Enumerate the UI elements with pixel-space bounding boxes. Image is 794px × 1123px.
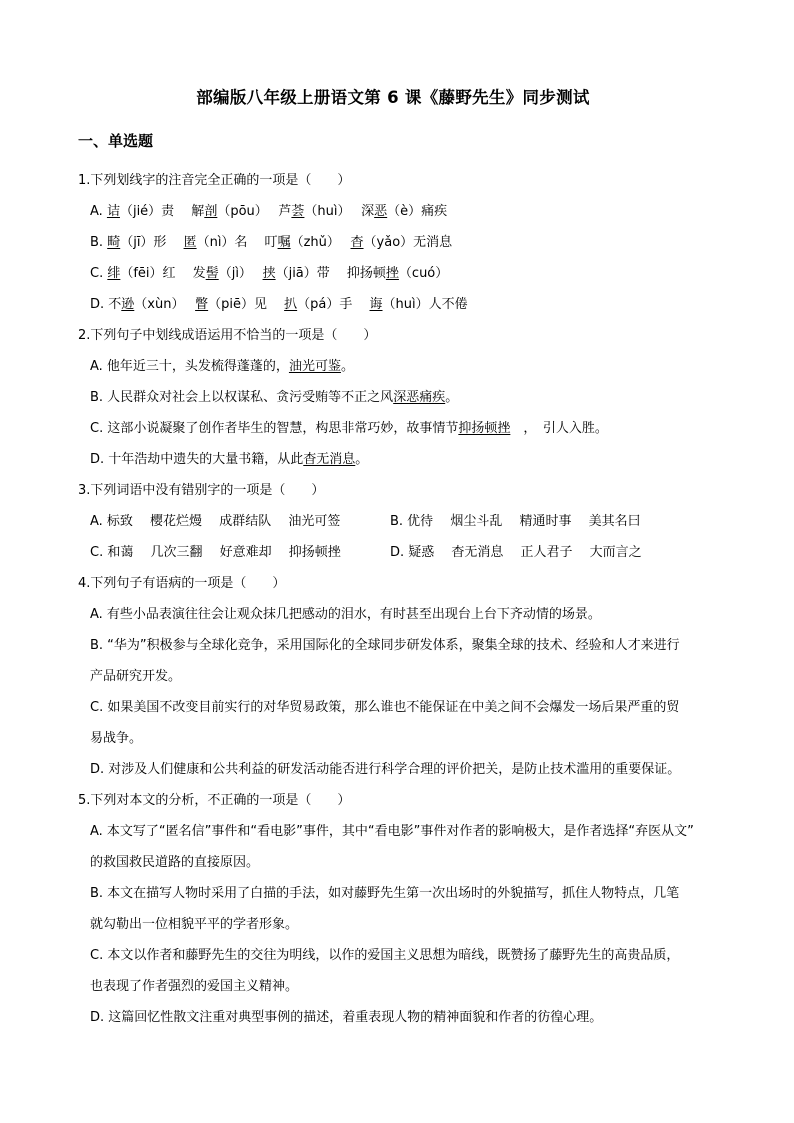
question-3-option-d[interactable]: D. 疑惑 杳无消息 正人君子 大而言之 (390, 545, 642, 560)
option-text: （pōu） 芦 (217, 204, 292, 219)
question-1-option-a[interactable] (78, 196, 708, 227)
underlined-char: 杳 (350, 235, 364, 250)
underlined-char: 绯 (107, 266, 121, 281)
option-text: D. 不 (90, 297, 122, 312)
option-text: （huì） 深 (304, 204, 375, 219)
underlined-char: 剖 (204, 204, 218, 219)
question-4-option-c[interactable]: C. 如果美国不改变目前实行的对华贸易政策，那么谁也不能保证在中美之间不会爆发一场后果严重的贸 (90, 700, 680, 715)
option-text: B. 人民群众对社会上以权谋私、贪污受贿等不正之风 (90, 390, 394, 405)
option-text: ， 引人入胜。 (510, 421, 608, 436)
underlined-char: 挟 (262, 266, 276, 281)
underlined-char: 嘱 (277, 235, 291, 250)
question-4-option-d[interactable]: D. 对涉及人们健康和公共利益的研发活动能否进行科学合理的评价把关，是防止技术滥用的重要保证。 (90, 762, 681, 777)
option-text: （yǎo）无消息 (363, 235, 453, 250)
option-text: A. 他年近三十，头发梳得蓬蓬的， (90, 359, 289, 374)
option-text: A. (90, 204, 107, 219)
option-text: （xùn） (134, 297, 196, 312)
question-3-options-row-1 (78, 506, 708, 537)
section-heading: 一、单选题 (78, 132, 154, 150)
underlined-idiom: 油光可鉴 (288, 359, 341, 374)
option-text: 。 (340, 359, 354, 374)
option-text: （jiā）带 抑扬顿 (275, 266, 386, 281)
question-3-option-a[interactable]: A. 标致 樱花烂熳 成群结队 油光可签 (90, 514, 341, 529)
option-text: 。 (445, 390, 459, 405)
question-4-option-b[interactable]: B. “华为”积极参与全球化竞争，采用国际化的全球同步研发体系，聚集全球的技术、经验和人才来进行 (90, 638, 680, 653)
question-4-stem: 4.下列句子有语病的一项是（ ） (78, 576, 286, 591)
question-3 (78, 475, 708, 568)
question-1 (78, 165, 708, 320)
option-text: D. 十年浩劫中遗失的大量书籍，从此 (90, 452, 304, 467)
question-1-stem: 1.下列划线字的注音完全正确的一项是（ ） (78, 173, 351, 188)
underlined-char: 匿 (183, 235, 197, 250)
underlined-char: 逊 (121, 297, 135, 312)
question-5 (78, 785, 708, 1033)
underlined-char: 瞥 (195, 297, 209, 312)
underlined-idiom: 深恶痛疾 (393, 390, 446, 405)
underlined-char: 荟 (291, 204, 305, 219)
underlined-char: 挫 (385, 266, 399, 281)
underlined-char: 畸 (107, 235, 121, 250)
underlined-idiom: 抑扬顿挫 (458, 421, 511, 436)
option-text: C. (90, 266, 108, 281)
question-4 (78, 568, 708, 785)
underlined-char: 髻 (205, 266, 219, 281)
question-5-stem: 5.下列对本文的分析，不正确的一项是（ ） (78, 793, 351, 808)
question-5-option-a-continued: 的救国救民道路的直接原因。 (90, 855, 260, 870)
option-text: （jī）形 (120, 235, 184, 250)
question-2-option-d[interactable] (78, 444, 708, 475)
underlined-char: 诲 (369, 297, 383, 312)
option-text: （jì） (218, 266, 263, 281)
option-text: （cuó） (398, 266, 449, 281)
question-1-option-b[interactable] (78, 227, 708, 258)
underlined-char: 诘 (106, 204, 120, 219)
option-text: （fēi）红 发 (120, 266, 206, 281)
question-2-option-b[interactable] (78, 382, 708, 413)
question-4-option-b-continued: 产品研究开发。 (90, 669, 182, 684)
question-5-option-c[interactable]: C. 本文以作者和藤野先生的交往为明线，以作的爱国主义思想为暗线，既赞扬了藤野先生的高贵品质， (90, 948, 680, 963)
underlined-char: 扒 (284, 297, 298, 312)
question-4-option-c-continued: 易战争。 (90, 731, 143, 746)
question-4-option-a[interactable]: A. 有些小品表演往往会让观众抹几把感动的泪水，有时甚至出现台上台下齐动情的场景。 (90, 607, 601, 622)
option-text: （è）痛疾 (387, 204, 448, 219)
question-2-stem: 2.下列句子中划线成语运用不恰当的一项是（ ） (78, 328, 377, 343)
question-3-stem: 3.下列词语中没有错别字的一项是（ ） (78, 483, 325, 498)
question-3-option-b[interactable]: B. 优待 烟尘斗乱 精通时事 美其名曰 (390, 514, 641, 529)
underlined-idiom: 杳无消息 (303, 452, 356, 467)
document-title: 部编版八年级上册语文第 6 课《藤野先生》同步测试 (196, 88, 590, 107)
question-5-option-a[interactable]: A. 本文写了“匿名信”事件和“看电影”事件，其中“看电影”事件对作者的影响极大，是作者选择“弃医从文” (90, 824, 694, 839)
option-text: C. 这部小说凝聚了创作者毕生的智慧，构思非常巧妙，故事情节 (90, 421, 459, 436)
question-5-option-c-continued: 也表现了作者强烈的爱国主义精神。 (90, 979, 299, 994)
question-5-option-d[interactable]: D. 这篇回忆性散文注重对典型事例的描述，着重表现人物的精神面貌和作者的彷徨心理。 (90, 1010, 603, 1025)
option-text: （huì）人不倦 (382, 297, 468, 312)
question-1-option-c[interactable] (78, 258, 708, 289)
question-2-option-a[interactable] (78, 351, 708, 382)
option-text: （pá）手 (297, 297, 370, 312)
question-3-options-row-2 (78, 537, 708, 568)
option-text: 。 (355, 452, 369, 467)
option-text: （nì）名 叮 (196, 235, 278, 250)
option-text: B. (90, 235, 108, 250)
question-2 (78, 320, 708, 475)
option-text: （piē）见 (208, 297, 285, 312)
question-3-option-c[interactable]: C. 和蔼 几次三翻 好意难却 抑扬顿挫 (90, 545, 341, 560)
question-5-option-b[interactable]: B. 本文在描写人物时采用了白描的手法，如对藤野先生第一次出场时的外貌描写，抓住人物特点，几笔 (90, 886, 680, 901)
question-2-option-c[interactable] (78, 413, 708, 444)
question-5-option-b-continued: 就勾勒出一位相貌平平的学者形象。 (90, 917, 299, 932)
option-text: （zhǔ） (290, 235, 351, 250)
option-text: （jié）责 解 (119, 204, 205, 219)
question-1-option-d[interactable] (78, 289, 708, 320)
underlined-char: 恶 (374, 204, 388, 219)
